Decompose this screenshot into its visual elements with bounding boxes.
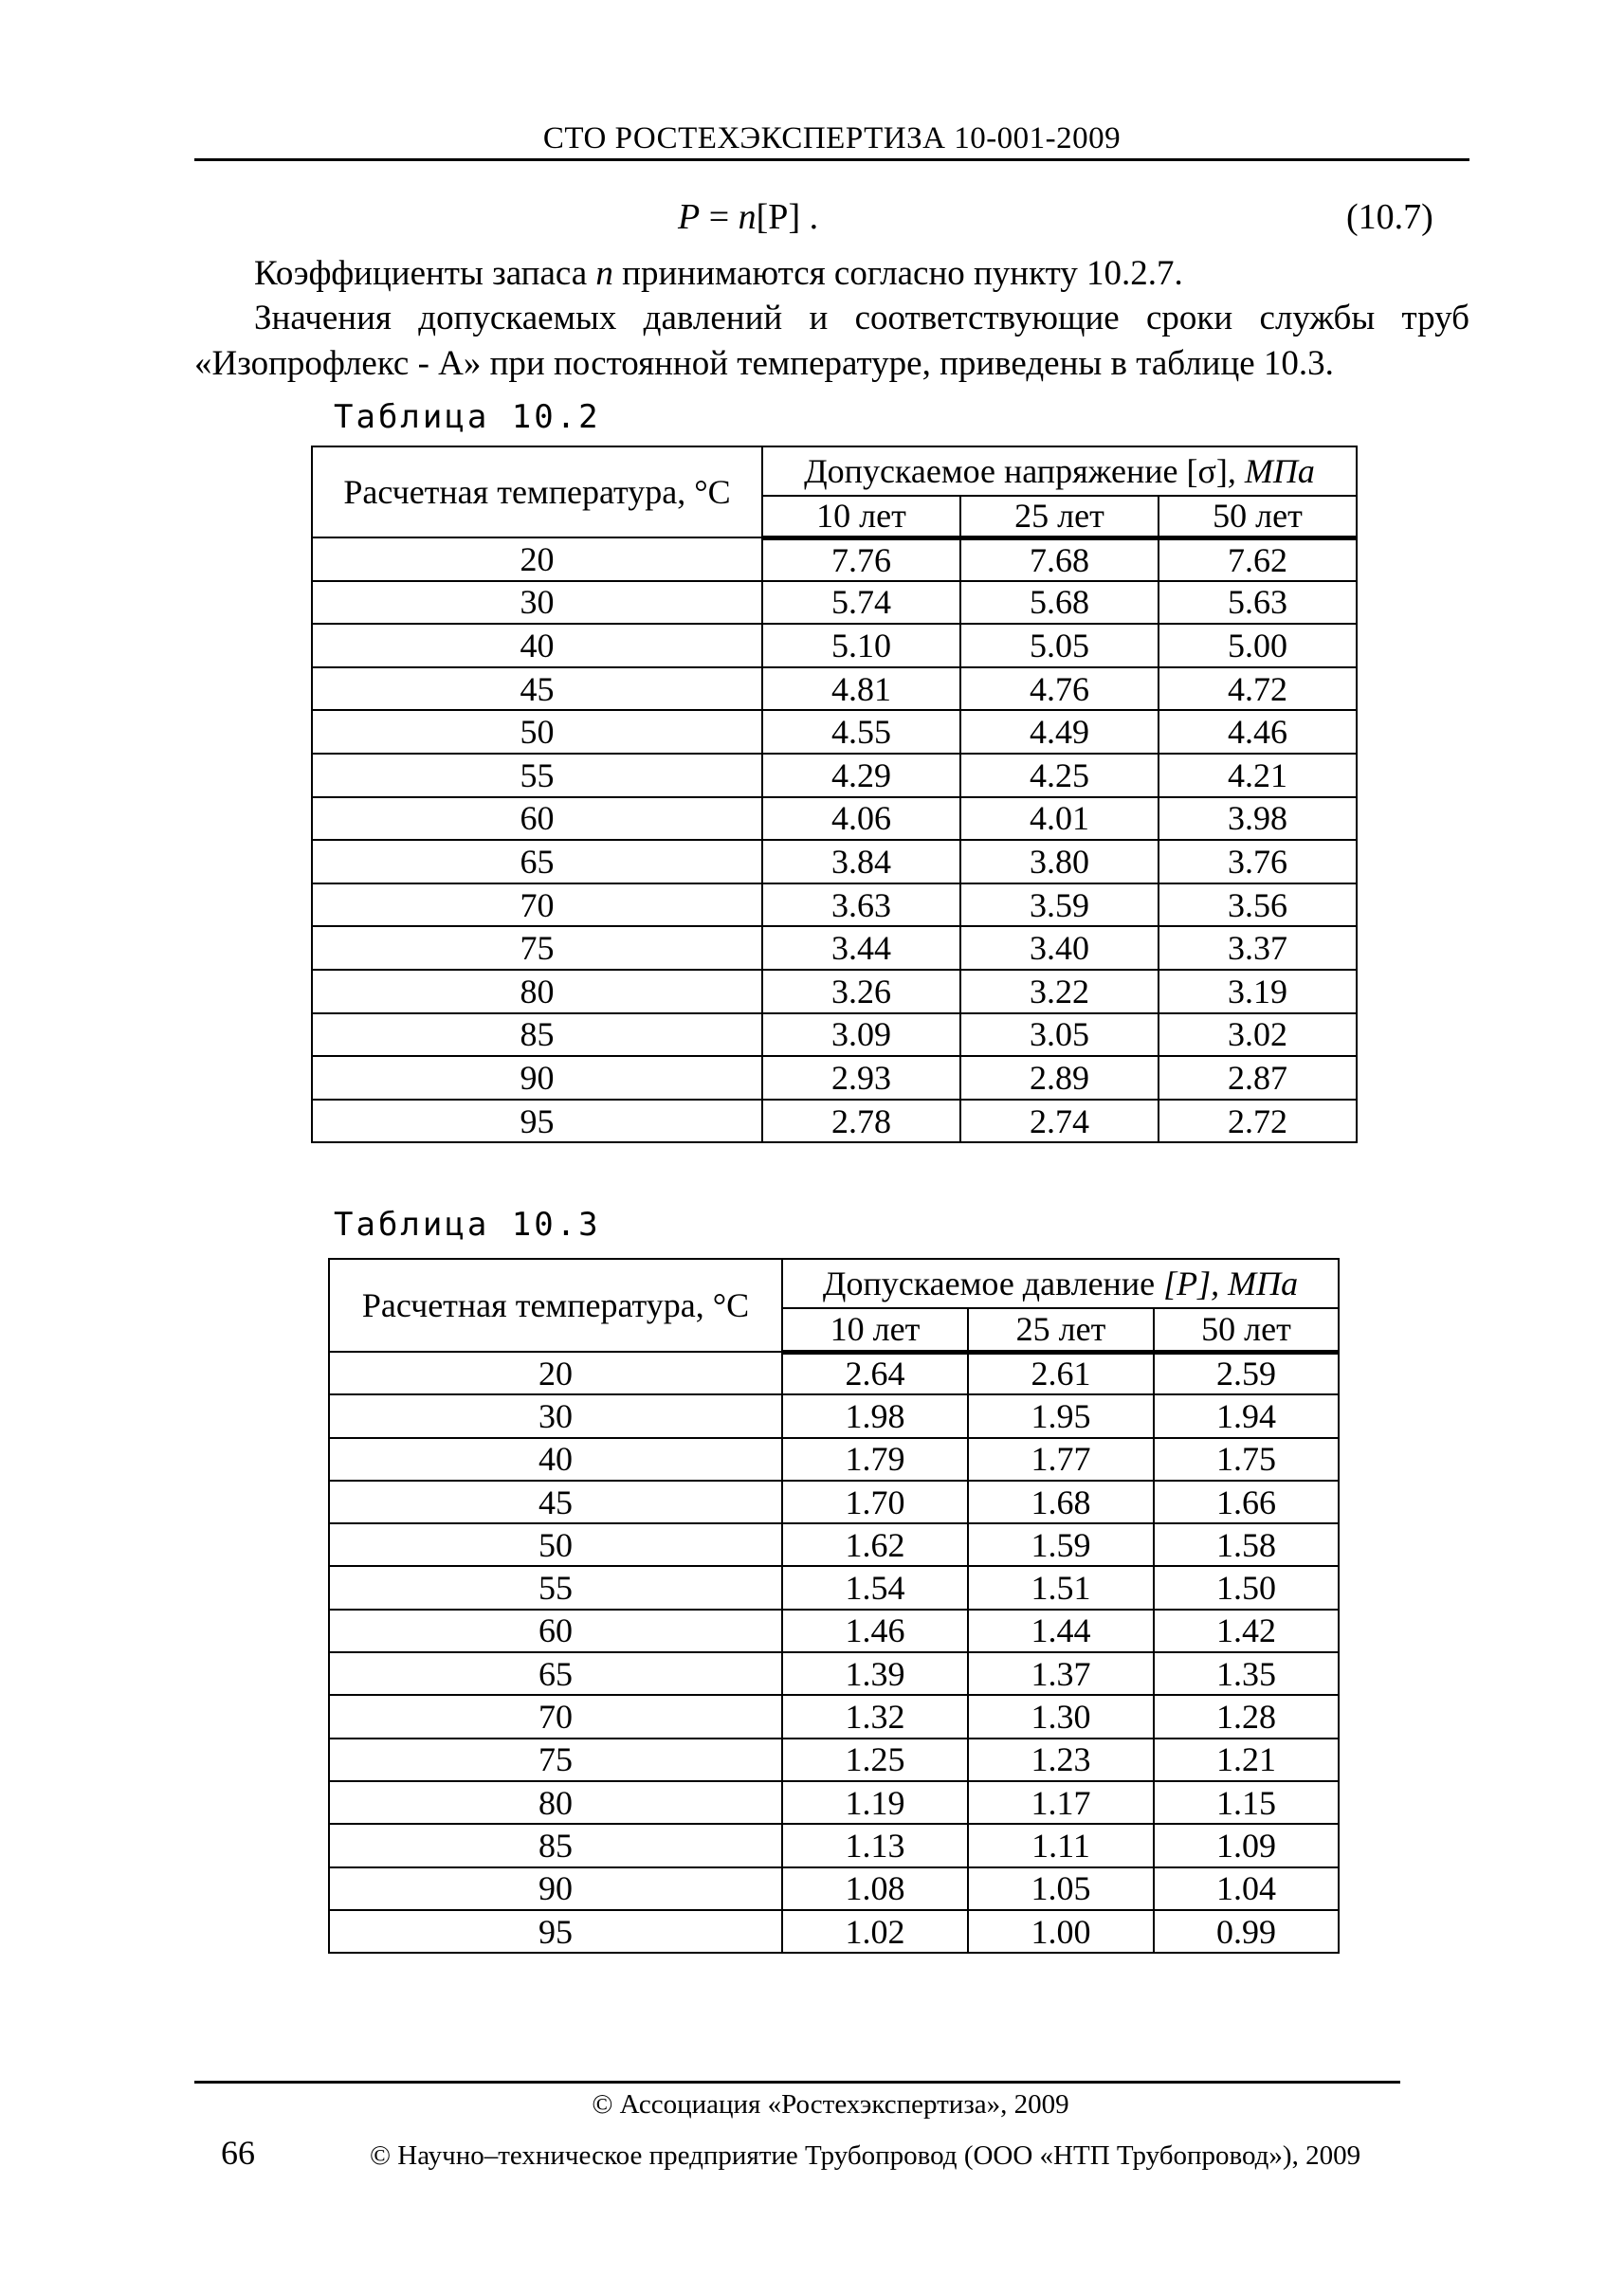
cell-value: 2.74 bbox=[960, 1100, 1159, 1143]
table-row bbox=[312, 1013, 1357, 1057]
p1-text-b: принимаются согласно пункту 10.2.7. bbox=[612, 254, 1183, 293]
table-row bbox=[329, 1566, 1339, 1609]
table-row bbox=[312, 667, 1357, 711]
col-header-25-years: 25 лет bbox=[968, 1308, 1154, 1352]
footer-rule bbox=[194, 2081, 1400, 2084]
cell-temperature: 80 bbox=[329, 1781, 782, 1824]
table-row bbox=[329, 1824, 1339, 1866]
cell-value: 1.15 bbox=[1154, 1781, 1339, 1824]
col-header-50-years: 50 лет bbox=[1154, 1308, 1339, 1352]
cell-value: 1.19 bbox=[782, 1781, 968, 1824]
cell-value: 4.81 bbox=[762, 667, 960, 711]
cell-temperature: 75 bbox=[329, 1739, 782, 1781]
cell-value: 4.29 bbox=[762, 754, 960, 797]
cell-value: 2.78 bbox=[762, 1100, 960, 1143]
cell-temperature: 90 bbox=[329, 1867, 782, 1910]
p1-symbol-n: n bbox=[595, 254, 613, 293]
cell-temperature: 40 bbox=[329, 1438, 782, 1481]
col-header-10-years: 10 лет bbox=[762, 496, 960, 537]
cell-value: 1.44 bbox=[968, 1610, 1154, 1652]
cell-temperature: 40 bbox=[312, 624, 762, 667]
cell-value: 2.59 bbox=[1154, 1352, 1339, 1394]
cell-value: 1.13 bbox=[782, 1824, 968, 1866]
cell-value: 7.62 bbox=[1159, 537, 1357, 581]
cell-value: 4.06 bbox=[762, 797, 960, 841]
cell-temperature: 20 bbox=[312, 537, 762, 581]
cell-value: 1.77 bbox=[968, 1438, 1154, 1481]
table-row bbox=[312, 581, 1357, 625]
cell-value: 2.89 bbox=[960, 1056, 1159, 1100]
table-row bbox=[329, 1781, 1339, 1824]
cell-value: 3.56 bbox=[1159, 883, 1357, 927]
cell-value: 3.84 bbox=[762, 840, 960, 883]
cell-value: 7.76 bbox=[762, 537, 960, 581]
col-header-50-years: 50 лет bbox=[1159, 496, 1357, 537]
cell-temperature: 50 bbox=[329, 1523, 782, 1566]
cell-value: 3.40 bbox=[960, 926, 1159, 970]
cell-value: 4.49 bbox=[960, 710, 1159, 754]
cell-value: 1.32 bbox=[782, 1695, 968, 1738]
table-row bbox=[329, 1652, 1339, 1695]
cell-value: 4.72 bbox=[1159, 667, 1357, 711]
cell-value: 2.64 bbox=[782, 1352, 968, 1394]
cell-temperature: 45 bbox=[329, 1481, 782, 1523]
formula-eq: = bbox=[700, 197, 739, 237]
cell-value: 4.46 bbox=[1159, 710, 1357, 754]
cell-value: 0.99 bbox=[1154, 1910, 1339, 1953]
table-row bbox=[329, 1739, 1339, 1781]
cell-value: 4.55 bbox=[762, 710, 960, 754]
table-10-3 bbox=[328, 1258, 1340, 1954]
cell-value: 1.35 bbox=[1154, 1652, 1339, 1695]
cell-value: 1.59 bbox=[968, 1523, 1154, 1566]
cell-temperature: 85 bbox=[329, 1824, 782, 1866]
cell-value: 2.61 bbox=[968, 1352, 1154, 1394]
cell-value: 5.74 bbox=[762, 581, 960, 625]
cell-value: 5.10 bbox=[762, 624, 960, 667]
table-10-2 bbox=[311, 446, 1358, 1143]
cell-value: 3.09 bbox=[762, 1013, 960, 1057]
cell-temperature: 70 bbox=[329, 1695, 782, 1738]
cell-value: 1.17 bbox=[968, 1781, 1154, 1824]
table-row bbox=[312, 537, 1357, 581]
cell-value: 1.98 bbox=[782, 1394, 968, 1437]
cell-value: 1.09 bbox=[1154, 1824, 1339, 1866]
cell-value: 2.87 bbox=[1159, 1056, 1357, 1100]
formula-n: n bbox=[738, 197, 757, 237]
table-row bbox=[312, 797, 1357, 841]
page-number: 66 bbox=[221, 2134, 255, 2172]
table-row bbox=[312, 926, 1357, 970]
col-header-temperature: Расчетная температура, °С bbox=[312, 446, 762, 537]
cell-temperature: 50 bbox=[312, 710, 762, 754]
table-row bbox=[312, 624, 1357, 667]
cell-value: 1.66 bbox=[1154, 1481, 1339, 1523]
table-row bbox=[312, 883, 1357, 927]
col-header-allowable-pressure: Допускаемое давление [P], МПа bbox=[782, 1259, 1339, 1308]
cell-temperature: 80 bbox=[312, 970, 762, 1013]
document-header: СТО РОСТЕХЭКСПЕРТИЗА 10-001-2009 bbox=[542, 121, 1122, 155]
cell-value: 7.68 bbox=[960, 537, 1159, 581]
table-row bbox=[312, 754, 1357, 797]
p1-text-a: Коэффициенты запаса bbox=[254, 254, 596, 293]
cell-value: 1.68 bbox=[968, 1481, 1154, 1523]
cell-value: 5.00 bbox=[1159, 624, 1357, 667]
cell-temperature: 75 bbox=[312, 926, 762, 970]
table-10-2-caption: Таблица 10.2 bbox=[334, 398, 601, 436]
cell-value: 3.63 bbox=[762, 883, 960, 927]
col-header-25-years: 25 лет bbox=[960, 496, 1159, 537]
cell-value: 1.23 bbox=[968, 1739, 1154, 1781]
table-row bbox=[329, 1867, 1339, 1910]
cell-temperature: 70 bbox=[312, 883, 762, 927]
table-row bbox=[329, 1394, 1339, 1437]
formula bbox=[678, 196, 818, 238]
formula-lhs: P bbox=[678, 197, 701, 237]
col-header-temperature: Расчетная температура, °С bbox=[329, 1259, 782, 1352]
cell-value: 2.93 bbox=[762, 1056, 960, 1100]
table-row bbox=[329, 1910, 1339, 1953]
footer-copyright-association: © Ассоциация «Ростехэкспертиза», 2009 bbox=[592, 2089, 1069, 2120]
cell-value: 1.95 bbox=[968, 1394, 1154, 1437]
cell-temperature: 60 bbox=[329, 1610, 782, 1652]
cell-value: 1.00 bbox=[968, 1910, 1154, 1953]
cell-value: 1.30 bbox=[968, 1695, 1154, 1738]
cell-value: 1.54 bbox=[782, 1566, 968, 1609]
cell-value: 3.98 bbox=[1159, 797, 1357, 841]
cell-value: 3.76 bbox=[1159, 840, 1357, 883]
cell-value: 3.22 bbox=[960, 970, 1159, 1013]
cell-temperature: 30 bbox=[312, 581, 762, 625]
cell-value: 5.05 bbox=[960, 624, 1159, 667]
cell-value: 1.94 bbox=[1154, 1394, 1339, 1437]
cell-value: 4.21 bbox=[1159, 754, 1357, 797]
cell-temperature: 55 bbox=[329, 1566, 782, 1609]
table-row bbox=[312, 840, 1357, 883]
cell-temperature: 45 bbox=[312, 667, 762, 711]
table-row bbox=[312, 1056, 1357, 1100]
header-rule bbox=[194, 158, 1469, 161]
paragraph-pressures-line2: «Изопрофлекс - А» при постоянной температуре, приведены в таблице 10.3. bbox=[194, 344, 1334, 383]
cell-value: 1.21 bbox=[1154, 1739, 1339, 1781]
cell-temperature: 20 bbox=[329, 1352, 782, 1394]
table-row bbox=[329, 1438, 1339, 1481]
table-row bbox=[312, 1100, 1357, 1143]
paragraph-safety-factors bbox=[254, 251, 1183, 297]
cell-value: 4.76 bbox=[960, 667, 1159, 711]
cell-temperature: 85 bbox=[312, 1013, 762, 1057]
cell-temperature: 95 bbox=[329, 1910, 782, 1953]
cell-temperature: 60 bbox=[312, 797, 762, 841]
cell-value: 1.46 bbox=[782, 1610, 968, 1652]
cell-value: 1.79 bbox=[782, 1438, 968, 1481]
table-10-3-caption: Таблица 10.3 bbox=[334, 1206, 601, 1244]
table-row bbox=[329, 1352, 1339, 1394]
table-row bbox=[329, 1523, 1339, 1566]
table-row bbox=[329, 1481, 1339, 1523]
cell-value: 5.63 bbox=[1159, 581, 1357, 625]
cell-value: 3.44 bbox=[762, 926, 960, 970]
cell-value: 3.59 bbox=[960, 883, 1159, 927]
cell-value: 1.58 bbox=[1154, 1523, 1339, 1566]
cell-value: 1.39 bbox=[782, 1652, 968, 1695]
cell-temperature: 65 bbox=[329, 1652, 782, 1695]
formula-tail: . bbox=[800, 197, 819, 237]
col-header-allowable-stress: Допускаемое напряжение [σ], МПа bbox=[762, 446, 1357, 496]
cell-temperature: 55 bbox=[312, 754, 762, 797]
cell-value: 4.01 bbox=[960, 797, 1159, 841]
cell-value: 1.37 bbox=[968, 1652, 1154, 1695]
cell-value: 3.80 bbox=[960, 840, 1159, 883]
equation-number: (10.7) bbox=[1346, 197, 1433, 237]
cell-value: 1.42 bbox=[1154, 1610, 1339, 1652]
cell-value: 3.26 bbox=[762, 970, 960, 1013]
cell-temperature: 95 bbox=[312, 1100, 762, 1143]
cell-value: 3.19 bbox=[1159, 970, 1357, 1013]
cell-temperature: 30 bbox=[329, 1394, 782, 1437]
formula-rhs: [P] bbox=[756, 197, 801, 237]
cell-value: 1.11 bbox=[968, 1824, 1154, 1866]
cell-value: 1.04 bbox=[1154, 1867, 1339, 1910]
table-row bbox=[329, 1610, 1339, 1652]
table-row bbox=[312, 710, 1357, 754]
cell-temperature: 65 bbox=[312, 840, 762, 883]
cell-value: 1.02 bbox=[782, 1910, 968, 1953]
cell-value: 1.08 bbox=[782, 1867, 968, 1910]
cell-temperature: 90 bbox=[312, 1056, 762, 1100]
table-row bbox=[329, 1695, 1339, 1738]
table-row bbox=[312, 970, 1357, 1013]
cell-value: 1.25 bbox=[782, 1739, 968, 1781]
cell-value: 1.51 bbox=[968, 1566, 1154, 1609]
cell-value: 3.05 bbox=[960, 1013, 1159, 1057]
cell-value: 3.37 bbox=[1159, 926, 1357, 970]
cell-value: 1.28 bbox=[1154, 1695, 1339, 1738]
cell-value: 1.50 bbox=[1154, 1566, 1339, 1609]
cell-value: 2.72 bbox=[1159, 1100, 1357, 1143]
cell-value: 1.05 bbox=[968, 1867, 1154, 1910]
cell-value: 4.25 bbox=[960, 754, 1159, 797]
cell-value: 3.02 bbox=[1159, 1013, 1357, 1057]
cell-value: 1.62 bbox=[782, 1523, 968, 1566]
col-header-10-years: 10 лет bbox=[782, 1308, 968, 1352]
cell-value: 1.75 bbox=[1154, 1438, 1339, 1481]
cell-value: 1.70 bbox=[782, 1481, 968, 1523]
paragraph-pressures-line1: Значения допускаемых давлений и соответствующие сроки службы труб bbox=[254, 299, 1469, 337]
cell-value: 5.68 bbox=[960, 581, 1159, 625]
footer-copyright-enterprise: © Научно–техническое предприятие Трубопровод (ООО «НТП Трубопровод»), 2009 bbox=[370, 2140, 1361, 2171]
